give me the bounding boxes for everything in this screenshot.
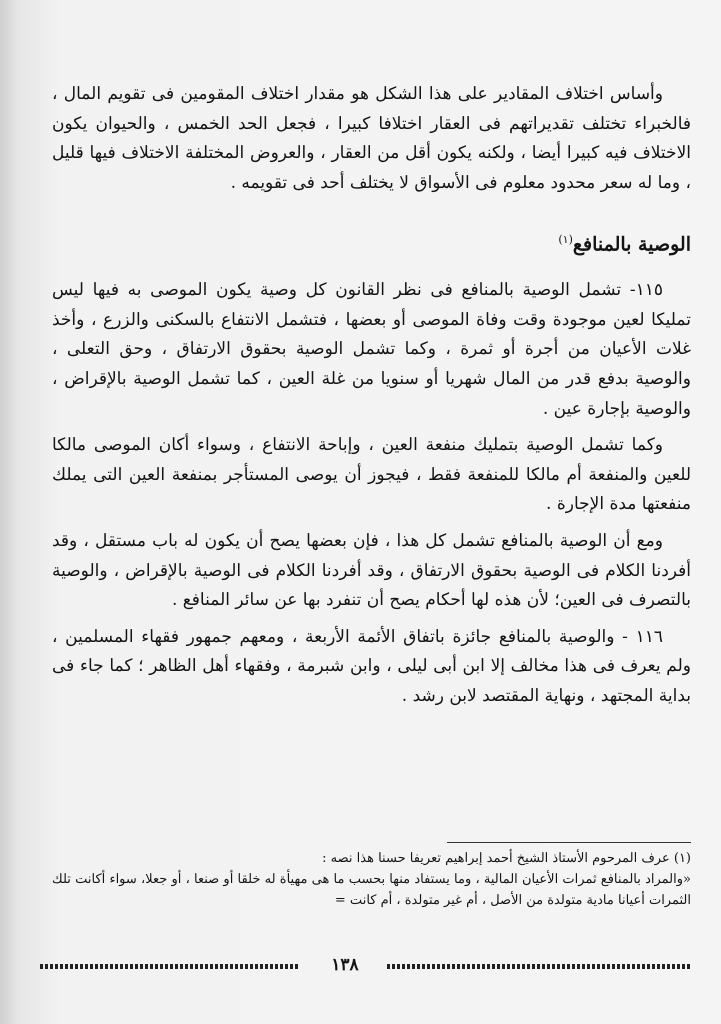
footer-rule-right — [387, 964, 691, 969]
section-heading — [52, 225, 691, 260]
paragraph-separate-chapters: ومع أن الوصية بالمنافع تشمل كل هذا ، فإن بعضها يصح أن يكون له باب مستقل ، وقد أفردنا الكلام فى الوصية بحقوق الارتفاق ، وقد أفردنا الكلام فى الوصية بالإقراض ، والوصية بالتصرف فى العين؛ لأن هذه لها أحكام يصح أن تنفرد بها عن سائر المنافع . — [52, 531, 691, 611]
paragraph-valuation: وأساس اختلاف المقادير على هذا الشكل هو مقدار اختلاف المقومين فى تقويم المال ، فالخبراء تختلف تقديراتهم فى العقار اختلافا كبيرا ، فجعل الحد الخمس ، والحيوان يكون الاختلاف فيه كبيرا أيضا ، ولكنه يكون أقل من العقار ، والعروض المختلفة الاختلاف فيها قليل ، وما له سعر محدود معلوم فى الأسواق لا يختلف أحد فى تقويمه . — [52, 84, 691, 193]
footnote-divider — [447, 842, 691, 843]
body-text — [52, 80, 691, 719]
footer-rule-left — [40, 964, 298, 969]
footnote-1-intro: (١) عرف المرحوم الأستاذ الشيخ أحمد إبراهيم تعريفا حسنا هذا نصه : — [322, 851, 691, 866]
paragraph-116: ١١٦ - والوصية بالمنافع جائزة باتفاق الأئمة الأربعة ، ومعهم جمهور فقهاء المسلمين ، ولم يعرف فى هذا مخالف إلا ابن أبى ليلى ، وابن شبرمة ، وفقهاء أهل الظاهر ؛ كما جاء فى بداية المجتهد ، ونهاية المقتصد لابن رشد . — [52, 626, 691, 707]
footnote-1-quote: «والمراد بالمنافع ثمرات الأعيان المالية ، وما يستفاد منها بحسب ما هى مهيأة له خلقا أو صنعا ، أو جعلا، سواء أكانت تلك الثمرات أعيانا مادية متولدة من الأصل ، أم غير متولدة ، أم كانت = — [52, 872, 691, 908]
paragraph-115: ١١٥- تشمل الوصية بالمنافع فى نظر القانون كل وصية يكون الموصى به فيها ليس تمليكا لعين موجودة وقت وفاة الموصى أو بعضها ، فتشمل الانتفاع بالسكنى والزرع ، وأخذ غلات الأعيان من أجرة أو ثمرة ، وكما تشمل الوصية بحقوق الارتفاق ، وحق التعلى ، والوصية بدفع قدر من المال شهريا أو سنويا من غلة العين ، كما تشمل الوصية بالإقراض ، والوصية بإجارة عين . — [52, 280, 692, 419]
footnotes — [52, 848, 691, 911]
paragraph-usufruct: وكما تشمل الوصية بتمليك منفعة العين ، وإباحة الانتفاع ، وسواء أكان الموصى مالكا للعين والمنفعة أم مالكا للمنفعة فقط ، فيجوز أن يوصى المستأجر بمنفعة العين التى يملك منفعتها مدة الإجارة . — [52, 435, 691, 515]
page-footer — [40, 955, 691, 979]
footnote-ref: (١) — [558, 233, 573, 247]
section-heading-title: الوصية بالمنافع — [572, 233, 691, 256]
page-number: ١٣٨ — [331, 955, 359, 975]
